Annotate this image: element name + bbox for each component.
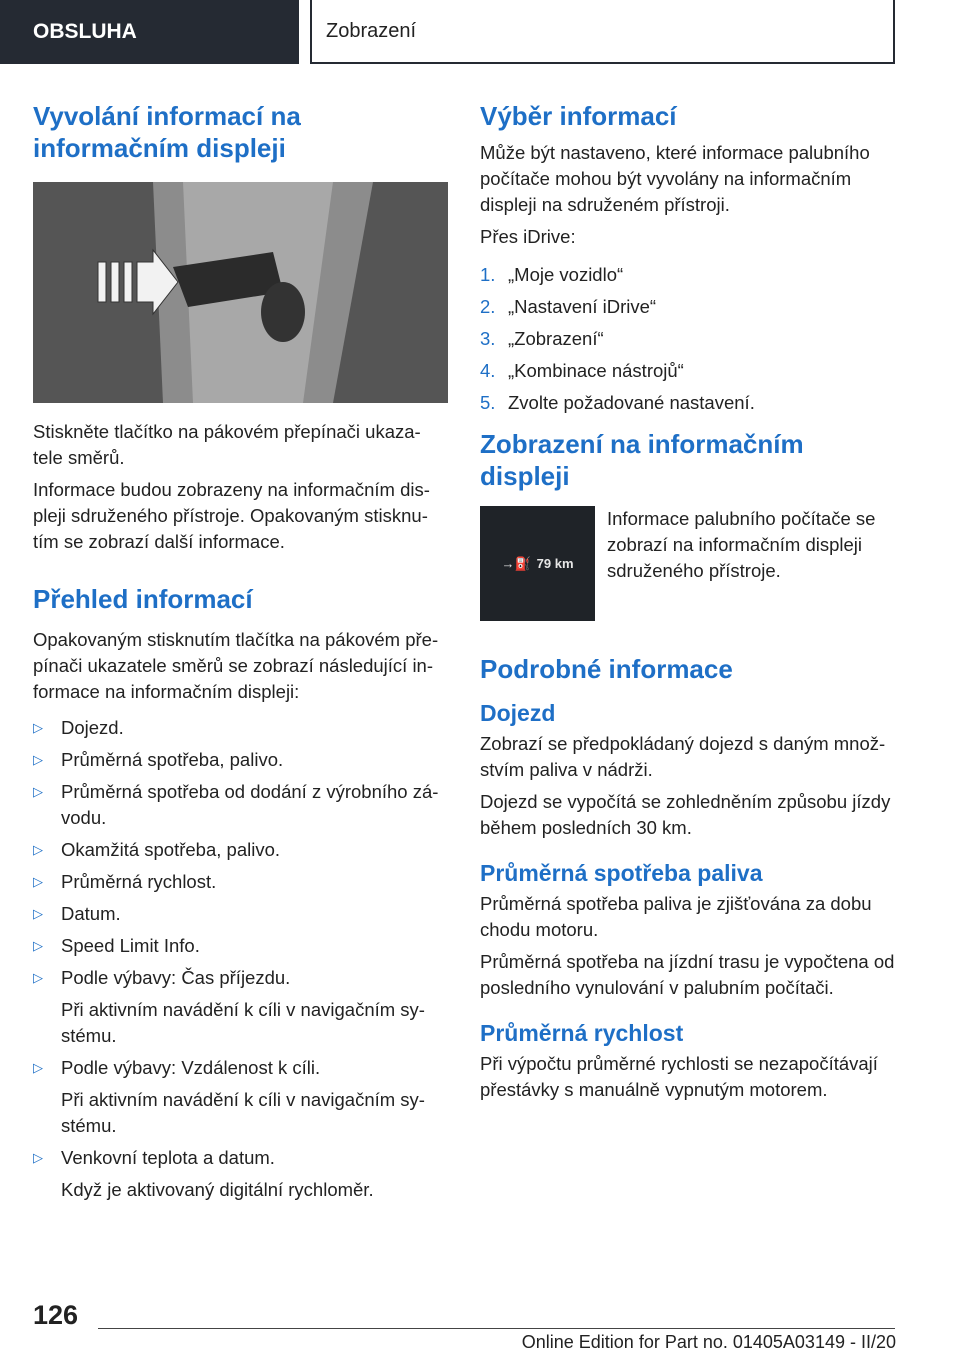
paragraph-informace: Informace budou zobrazeny na informačním dis-pleji sdruženého přístroje. Opakovaným stisknu-tím se zobrazí další informace. xyxy=(33,479,430,552)
step-number: 4. xyxy=(480,360,496,381)
stalk-illustration xyxy=(33,182,448,403)
heading-spotreba: Průměrná spotřeba paliva xyxy=(480,860,763,886)
paragraph-muze: Může být nastaveno, které informace palubního počítače mohou být vyvolány na informačním displeji na sdruženém přístroji. xyxy=(480,142,870,215)
triangle-bullet-icon: ▷ xyxy=(33,752,43,767)
triangle-bullet-icon: ▷ xyxy=(33,1060,43,1075)
chapter-label: Zobrazení xyxy=(326,19,417,42)
list-item xyxy=(33,1055,448,1139)
left-column xyxy=(33,100,448,1209)
step-number: 3. xyxy=(480,328,496,349)
paragraph-pres-idrive: Přes iDrive: xyxy=(480,226,576,247)
heading-vyvolani: Vyvolání informací na informačním displeji xyxy=(33,101,301,163)
list-item-text: Venkovní teplota a datum. xyxy=(61,1147,275,1168)
list-item-text: Okamžitá spotřeba, palivo. xyxy=(61,839,281,860)
list-item xyxy=(33,901,448,927)
steps-list xyxy=(480,262,895,416)
info-list xyxy=(33,715,448,1203)
step-item xyxy=(480,326,895,352)
list-item xyxy=(33,965,448,1049)
paragraph-rychlost: Při výpočtu průměrné rychlosti se nezapočítávají přestávky s manuálně vypnutým motorem. xyxy=(480,1053,878,1100)
step-item xyxy=(480,358,895,384)
step-item xyxy=(480,262,895,288)
heading-rychlost: Průměrná rychlost xyxy=(480,1020,684,1046)
range-display xyxy=(480,506,595,621)
step-item xyxy=(480,294,895,320)
step-text: „Nastavení iDrive“ xyxy=(508,296,657,317)
list-item xyxy=(33,933,448,959)
fuel-pump-icon: →⛽ xyxy=(501,555,531,571)
page-number: 126 xyxy=(33,1300,79,1330)
list-item xyxy=(33,1145,448,1203)
list-item-note: Při aktivním navádění k cíli v navigačním sy-stému. xyxy=(61,1089,425,1136)
step-number: 5. xyxy=(480,392,496,413)
heading-podrobne: Podrobné informace xyxy=(480,654,733,684)
list-item-note: Když je aktivovaný digitální rychloměr. xyxy=(61,1179,374,1200)
heading-zobrazeni: Zobrazení na informačním displeji xyxy=(480,429,804,491)
list-item xyxy=(33,779,448,831)
step-text: Zvolte požadované nastavení. xyxy=(508,392,755,413)
footer-divider xyxy=(98,1328,895,1329)
step-text: „Moje vozidlo“ xyxy=(508,264,624,285)
list-item-text: Datum. xyxy=(61,903,121,924)
triangle-bullet-icon: ▷ xyxy=(33,784,43,799)
list-item xyxy=(33,715,448,741)
range-value: 79 km xyxy=(536,556,574,571)
triangle-bullet-icon: ▷ xyxy=(33,1150,43,1165)
list-item xyxy=(33,837,448,863)
list-item-text: Speed Limit Info. xyxy=(61,935,200,956)
list-item-text: Průměrná spotřeba, palivo. xyxy=(61,749,284,770)
list-item-note: Při aktivním navádění k cíli v navigačním sy-stému. xyxy=(61,999,425,1046)
paragraph-dojezd-1: Zobrazí se předpokládaný dojezd s daným množ-stvím paliva v nádrži. xyxy=(480,733,886,780)
list-item-text: Podle výbavy: Čas příjezdu. xyxy=(61,967,291,988)
right-column xyxy=(480,100,895,1109)
paragraph-opakovanym: Opakovaným stisknutím tlačítka na pákovém pře-pínači ukazatele směrů se zobrazí následující in-formace na informačním displeji: xyxy=(33,629,439,702)
paragraph-dojezd-2: Dojezd se vypočítá se zohledněním způsobu jízdy během posledních 30 km. xyxy=(480,791,891,838)
list-item-text: Podle výbavy: Vzdálenost k cíli. xyxy=(61,1057,321,1078)
edition-note: Online Edition for Part no. 01405A03149 - II/20 xyxy=(521,1332,896,1352)
list-item-text: Dojezd. xyxy=(61,717,124,738)
list-item xyxy=(33,869,448,895)
step-number: 2. xyxy=(480,296,496,317)
paragraph-stisknete: Stiskněte tlačítko na pákovém přepínači ukaza-tele směrů. xyxy=(33,421,421,468)
heading-vyber: Výběr informací xyxy=(480,101,677,131)
triangle-bullet-icon: ▷ xyxy=(33,906,43,921)
triangle-bullet-icon: ▷ xyxy=(33,842,43,857)
paragraph-informace-palubniho: Informace palubního počítače se zobrazí na informačním displeji sdruženého přístroje. xyxy=(607,508,876,581)
step-item xyxy=(480,390,895,416)
triangle-bullet-icon: ▷ xyxy=(33,720,43,735)
step-number: 1. xyxy=(480,264,496,285)
stalk-photo xyxy=(33,182,448,403)
heading-prehled: Přehled informací xyxy=(33,584,253,614)
heading-dojezd: Dojezd xyxy=(480,700,556,726)
list-item-text: Průměrná rychlost. xyxy=(61,871,217,892)
display-row xyxy=(480,506,895,621)
chapter-tab xyxy=(310,0,895,64)
paragraph-spotreba-1: Průměrná spotřeba paliva je zjišťována za dobu chodu motoru. xyxy=(480,893,872,940)
section-label: OBSLUHA xyxy=(33,20,137,43)
triangle-bullet-icon: ▷ xyxy=(33,970,43,985)
step-text: „Kombinace nástrojů“ xyxy=(508,360,684,381)
step-text: „Zobrazení“ xyxy=(508,328,604,349)
list-item xyxy=(33,747,448,773)
section-tab xyxy=(0,0,299,64)
paragraph-spotreba-2: Průměrná spotřeba na jízdní trasu je vypočtena od posledního vynulování v palubním počítači. xyxy=(480,951,895,998)
list-item-text: Průměrná spotřeba od dodání z výrobního zá-vodu. xyxy=(61,781,439,828)
triangle-bullet-icon: ▷ xyxy=(33,874,43,889)
triangle-bullet-icon: ▷ xyxy=(33,938,43,953)
